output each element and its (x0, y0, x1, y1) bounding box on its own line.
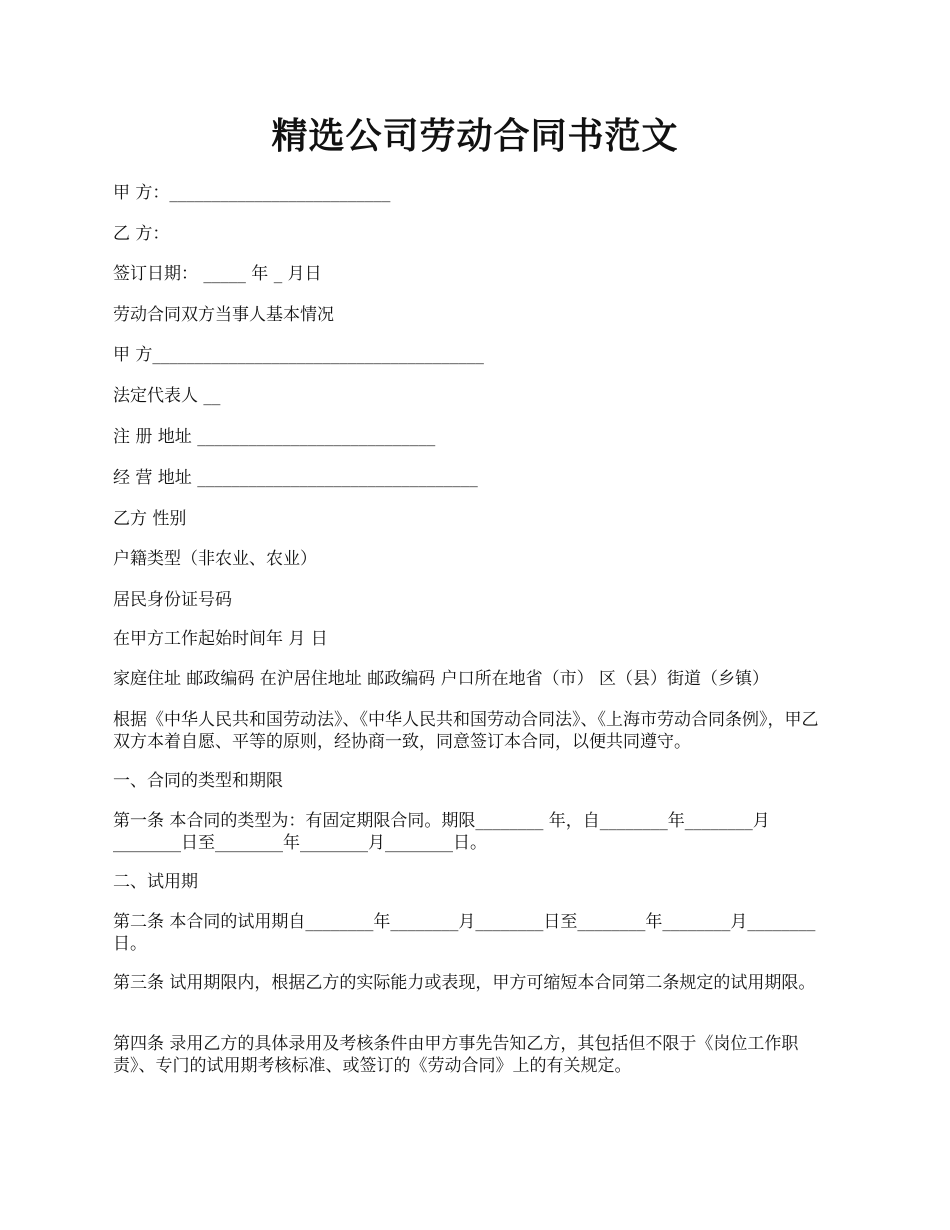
signing-date-line: 签订日期： _____ 年 _ 月日 (113, 264, 322, 284)
id-number-line: 居民身份证号码 (113, 590, 232, 610)
registered-address-line: 注 册 地址 ____________________________ (113, 427, 436, 447)
start-date-line: 在甲方工作起始时间年 月 日 (113, 629, 328, 649)
preamble-paragraph: 根据《中华人民共和国劳动法》、《中华人民共和国劳动合同法》、《上海市劳动合同条例》，甲乙双方本着自愿、平等的原则，经协商一致，同意签订本合同，以便共同遵守。 (113, 710, 819, 752)
business-address-line: 经 营 地址 _________________________________ (113, 468, 478, 488)
household-type-line: 户籍类型（非农业、农业） (113, 549, 317, 569)
party-a-name-line: 甲 方_______________________________________ (113, 345, 484, 365)
address-info-line: 家庭住址 邮政编码 在沪居住地址 邮政编码 户口所在地省（市） 区（县）街道（乡镇） (113, 669, 770, 689)
party-b-line: 乙 方： (113, 224, 170, 244)
article-three-paragraph: 第三条 试用期限内，根据乙方的实际能力或表现，甲方可缩短本合同第二条规定的试用期限。 (113, 973, 816, 993)
section-one-heading: 一、合同的类型和期限 (113, 771, 283, 791)
section-two-heading: 二、试用期 (113, 872, 198, 892)
parties-basic-info-heading: 劳动合同双方当事人基本情况 (113, 305, 334, 325)
legal-representative-line: 法定代表人 __ (113, 386, 221, 406)
article-two-paragraph: 第二条 本合同的试用期自________年________月________日至________年________月________日。 (113, 912, 816, 954)
document-title: 精选公司劳动合同书范文 (271, 115, 679, 157)
article-four-paragraph: 第四条 录用乙方的具体录用及考核条件由甲方事先告知乙方，其包括但不限于《岗位工作职责》、专门的试用期考核标准、或签订的《劳动合同》上的有关规定。 (113, 1034, 799, 1076)
party-a-line: 甲 方：__________________________ (113, 183, 391, 203)
party-b-gender-line: 乙方 性别 (113, 509, 187, 529)
article-one-paragraph: 第一条 本合同的类型为：有固定期限合同。期限________ 年，自________年________月________日至________年________月________日。 (113, 811, 770, 853)
